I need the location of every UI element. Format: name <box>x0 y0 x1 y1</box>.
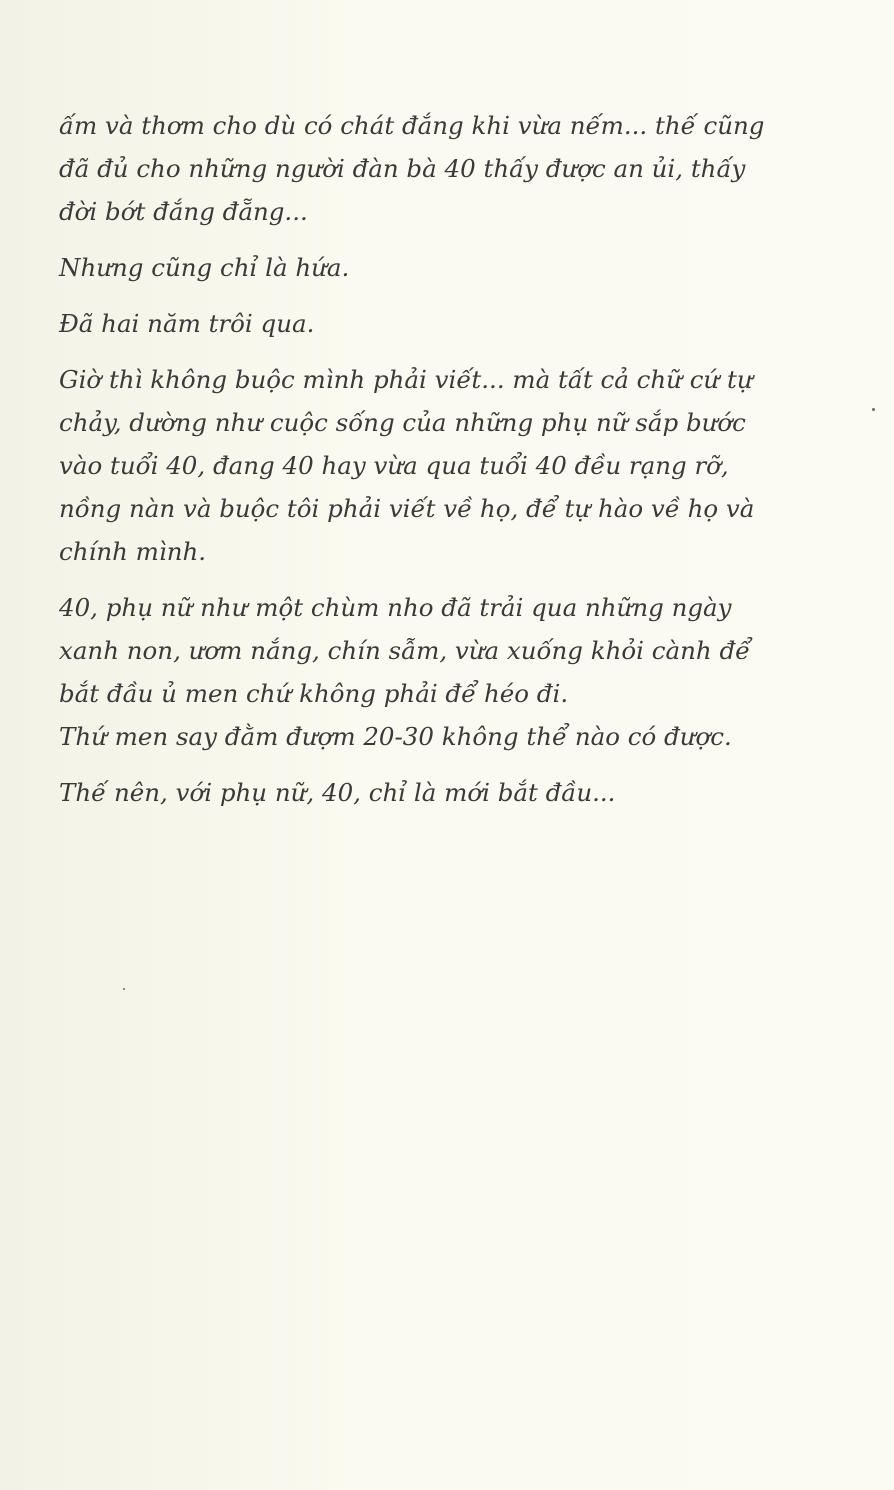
paper-speck <box>872 408 875 411</box>
text-line: ấm và thơm cho dù có chát đắng khi vừa nếm... thế cũng <box>59 111 765 140</box>
text-line: đã đủ cho những người đàn bà 40 thấy được an ủi, thấy <box>59 154 746 183</box>
paragraph-1 <box>59 104 839 233</box>
paragraph-5 <box>59 586 839 758</box>
text-line: Thứ men say đằm đượm 20-30 không thể nào có được. <box>59 722 732 751</box>
text-line: 40, phụ nữ như một chùm nho đã trải qua những ngày <box>59 593 732 622</box>
text-line: Nhưng cũng chỉ là hứa. <box>59 253 350 282</box>
paragraph-6 <box>59 771 839 814</box>
text-line: Giờ thì không buộc mình phải viết... mà tất cả chữ cứ tự <box>59 365 753 394</box>
text-line: chảy, dường như cuộc sống của những phụ nữ sắp bước <box>59 408 746 437</box>
text-line: bắt đầu ủ men chứ không phải để héo đi. <box>59 679 569 708</box>
text-line: Đã hai năm trôi qua. <box>59 309 315 338</box>
body-text <box>59 104 839 827</box>
paragraph-2 <box>59 246 839 289</box>
paragraph-4 <box>59 358 839 573</box>
text-line: vào tuổi 40, đang 40 hay vừa qua tuổi 40 đều rạng rỡ, <box>59 451 729 480</box>
text-line: nồng nàn và buộc tôi phải viết về họ, để tự hào về họ và <box>59 494 755 523</box>
text-line: xanh non, ươm nắng, chín sẫm, vừa xuống khỏi cành để <box>59 636 751 665</box>
paragraph-3 <box>59 302 839 345</box>
text-line: đời bớt đắng đẵng... <box>59 197 308 226</box>
paper-speck <box>123 988 125 990</box>
text-line: chính mình. <box>59 537 207 566</box>
text-line: Thế nên, với phụ nữ, 40, chỉ là mới bắt đầu... <box>59 778 616 807</box>
